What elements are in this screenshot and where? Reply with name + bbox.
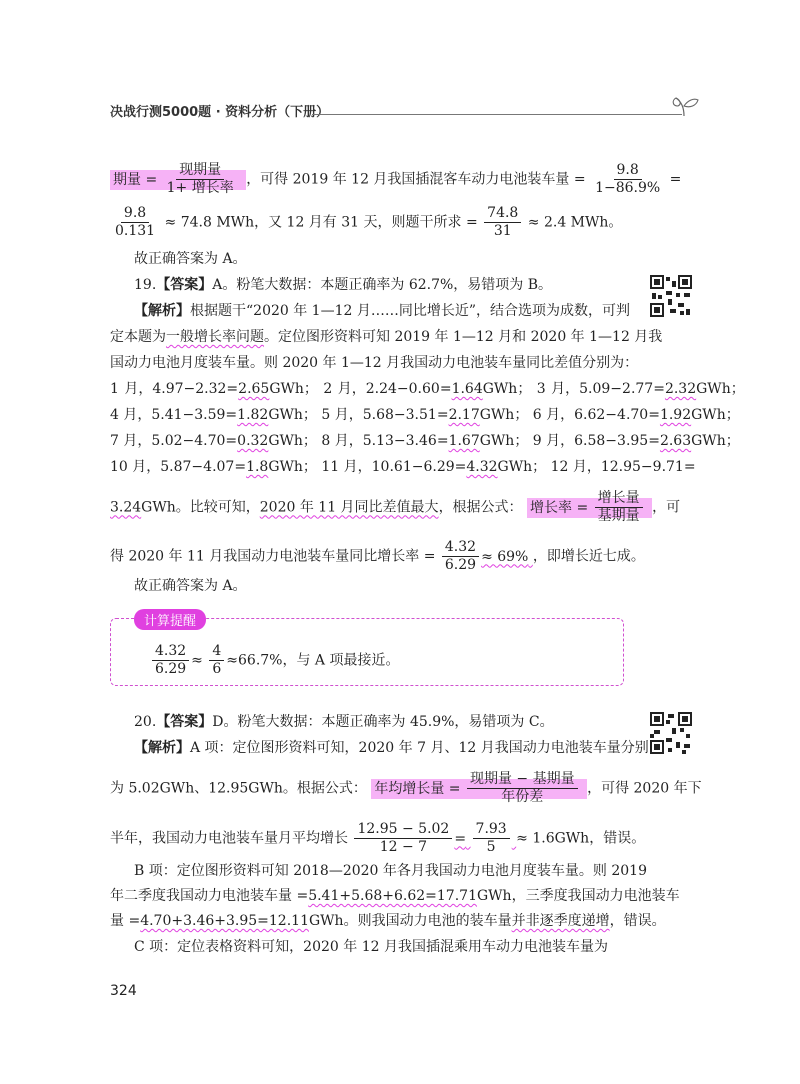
denominator: 1−86.9% — [595, 180, 661, 196]
q19-line-5 — [110, 490, 680, 525]
formula-highlight — [527, 490, 652, 524]
fraction — [209, 643, 224, 678]
analysis-text: 根据题干“2020 年 1—12 月……同比增长近”，结合选项为成数，可判 — [190, 303, 631, 319]
numerator: 增长量 — [595, 490, 643, 508]
answer-text: A。粉笔大数据：本题正确率为 62.7%，易错项为 B。 — [212, 277, 553, 293]
month-calc: 5 月，5.68−3.51= — [321, 407, 449, 423]
fraction — [442, 539, 479, 574]
analysis-text: 量 = — [110, 913, 141, 929]
denominator: 基期量 — [597, 508, 640, 524]
result-emphasis — [352, 821, 516, 855]
conclusion-text: 故正确答案为 A。 — [134, 251, 247, 267]
qr-code-icon — [650, 275, 692, 317]
analysis-text: B 项：定位图形资料可知 2018—2020 年各月我国动力电池月度装车量。则 2019 — [134, 863, 647, 879]
unit: GWh； — [268, 459, 317, 475]
fraction — [467, 771, 578, 806]
fraction — [595, 490, 643, 525]
q20-answer — [134, 712, 554, 732]
diff-value: 1.82 — [237, 407, 269, 423]
q19-analysis-1 — [134, 301, 630, 321]
emphasis-text: 并非逐季度递增 — [511, 913, 610, 929]
analysis-text: 年二季度我国动力电池装车量 = — [110, 888, 309, 904]
analysis-text: ≈ 1.6GWh，错误。 — [516, 830, 646, 847]
numerator: 4.32 — [442, 539, 479, 557]
analysis-text: 定本题为 — [110, 329, 166, 345]
month-calc: 4 月，5.41−3.59= — [110, 407, 238, 423]
unit: GWh； — [268, 407, 317, 423]
running-header — [110, 101, 329, 120]
formula-label: 期量 = — [113, 171, 158, 188]
q20-a-1 — [134, 738, 649, 758]
numerator: 9.8 — [614, 162, 642, 180]
analysis-text: ，即增长近七成。 — [532, 548, 645, 565]
unit: GWh； — [268, 433, 317, 449]
tip-text: ≈66.7%，与 A 项最接近。 — [226, 652, 400, 669]
analysis-text: GWh。比较可知， — [141, 499, 260, 516]
q20-a-2 — [110, 771, 702, 806]
fraction — [354, 821, 452, 856]
analysis-tag: 【解析】 — [134, 740, 190, 756]
emphasis-text: 2020 年 11 月同比差值最大 — [259, 499, 439, 516]
q20-a-3 — [110, 821, 645, 856]
page-number — [110, 983, 137, 999]
formula-line-2 — [110, 205, 622, 240]
numerator: 12.95 − 5.02 — [354, 821, 452, 839]
denominator: 0.131 — [115, 223, 156, 239]
result-emphasis — [440, 539, 533, 573]
unit: GWh； — [482, 381, 532, 397]
tip-title-text: 计算提醒 — [144, 614, 197, 629]
formula-line-1 — [110, 162, 681, 197]
diff-value: 1.64 — [451, 381, 483, 397]
page-number-text: 324 — [110, 983, 137, 999]
qr-code-icon — [650, 712, 692, 754]
denominator: 31 — [493, 223, 512, 239]
analysis-text: 为 5.02GWh、12.95GWh。根据公式： — [110, 780, 367, 797]
q19-line-6 — [110, 539, 645, 574]
unit: GWh； — [691, 407, 740, 423]
diff-value: 0.32 — [237, 433, 269, 449]
q19-row-4 — [110, 457, 696, 477]
formula-highlight — [371, 771, 587, 805]
fraction — [112, 205, 158, 240]
analysis-text: GWh。则我国动力电池的装车量 — [308, 913, 512, 929]
diff-value: 1.8 — [246, 459, 269, 475]
answer-text: D。粉笔大数据：本题正确率为 45.9%，易错项为 C。 — [212, 714, 554, 730]
numerator: 7.93 — [473, 821, 510, 839]
calc-tip-title — [134, 609, 206, 630]
body-text: ≈ 2.4 MWh。 — [527, 214, 623, 231]
numerator: 4.32 — [152, 643, 189, 661]
numerator: 74.8 — [484, 205, 521, 223]
conclusion-text: 故正确答案为 A。 — [134, 578, 247, 594]
conclusion-1 — [134, 249, 247, 269]
month-calc: 7 月，5.02−4.70= — [110, 433, 238, 449]
calc-tip-content — [150, 643, 400, 678]
unit: GWh； — [479, 433, 529, 449]
fraction — [592, 162, 663, 197]
unit: GWh； — [691, 433, 740, 449]
formula-label: 年均增长量 = — [374, 780, 461, 797]
month-calc: 9 月，6.58−3.95= — [532, 433, 660, 449]
analysis-text: ，可 — [652, 499, 681, 516]
analysis-tag: 【解析】 — [134, 303, 190, 319]
diff-value: 1.67 — [448, 433, 480, 449]
fraction — [473, 821, 510, 856]
header-rule — [312, 114, 682, 115]
result-value: ≈ 69% — [481, 548, 529, 565]
denominator: 6.29 — [155, 661, 187, 677]
unit: GWh； — [696, 381, 745, 397]
denominator: 年份差 — [501, 789, 544, 805]
numerator: 4 — [209, 643, 224, 661]
month-calc: 11 月，10.61−6.29= — [321, 459, 467, 475]
body-text: ≈ 74.8 MWh，又 12 月有 31 天，则题干所求 = — [164, 214, 478, 231]
q19-row-3 — [110, 431, 740, 451]
formula-label: 增长率 = — [530, 499, 589, 516]
month-calc: 2 月，2.24−0.60= — [323, 381, 452, 397]
month-calc: 8 月，5.13−3.46= — [321, 433, 449, 449]
unit: GWh； — [479, 407, 529, 423]
formula-highlight — [110, 162, 246, 196]
analysis-text: 。定位图形资料可知 2019 年 1—12 月和 2020 年 1—12 月我 — [264, 329, 663, 345]
month-calc: 10 月，5.87−4.07= — [110, 459, 247, 475]
emphasis-text: 一般增长率问题 — [166, 329, 264, 345]
denominator: 1+ 增长率 — [166, 180, 234, 196]
month-calc: 12 月，12.95−9.71= — [550, 459, 696, 475]
body-text: ，可得 2019 年 12 月我国插混客车动力电池装车量 = — [246, 171, 586, 188]
diff-value: 2.32 — [664, 381, 697, 397]
diff-value: 2.63 — [659, 433, 692, 449]
q19-row-2 — [110, 405, 740, 425]
q20-b-2 — [110, 886, 680, 906]
analysis-text: A 项：定位图形资料可知，2020 年 7 月、12 月我国动力电池装车量分别 — [190, 740, 649, 756]
denominator: 6.29 — [444, 557, 477, 573]
diff-value: 2.65 — [238, 381, 270, 397]
analysis-text: 得 2020 年 11 月我国动力电池装车量同比增长率 = — [110, 548, 436, 565]
answer-tag: 【答案】 — [156, 277, 213, 293]
fraction — [152, 643, 189, 678]
q19-row-1 — [110, 379, 745, 399]
header-title: 决战行测5000题 · 资料分析（下册） — [110, 105, 330, 120]
diff-value: 2.17 — [448, 407, 480, 423]
analysis-text: C 项：定位表格资料可知，2020 年 12 月我国插混乘用车动力电池装车量为 — [134, 939, 608, 955]
analysis-text: 国动力电池月度装车量。则 2020 年 1—12 月我国动力电池装车量同比差值分别为： — [110, 355, 639, 371]
fraction — [164, 162, 237, 197]
unit: GWh； — [269, 381, 318, 397]
q20-b-3 — [110, 911, 666, 931]
unit: GWh； — [497, 459, 547, 475]
denominator: 6 — [212, 661, 222, 677]
question-number: 19. — [134, 277, 157, 293]
denominator: 5 — [486, 839, 496, 855]
diff-value: 3.24 — [110, 499, 142, 516]
month-calc: 6 月，6.62−4.70= — [532, 407, 660, 423]
analysis-text: 半年，我国动力电池装车量月平均增长 — [110, 830, 348, 847]
q20-b-1 — [134, 861, 647, 881]
fraction — [484, 205, 521, 240]
analysis-text: ，错误。 — [609, 913, 666, 929]
month-calc: 3 月，5.09−2.77= — [536, 381, 665, 397]
leaf-icon — [668, 92, 702, 118]
q19-analysis-3 — [110, 353, 638, 373]
q19-answer — [134, 275, 552, 295]
numerator: 9.8 — [121, 205, 149, 223]
calc-value: 4.70+3.46+3.95=12.11 — [140, 913, 309, 929]
month-calc: 1 月，4.97−2.32= — [110, 381, 239, 397]
diff-value: 4.32 — [466, 459, 498, 475]
equals: = — [669, 171, 682, 188]
conclusion-2 — [134, 576, 247, 596]
q19-analysis-2 — [110, 327, 662, 347]
denominator: 12 − 7 — [379, 839, 428, 855]
approx-sign: ≈ — [191, 652, 203, 669]
diff-value: 1.92 — [659, 407, 692, 423]
calc-value: 5.41+5.68+6.62=17.71 — [308, 888, 477, 904]
numerator: 现期量 — [176, 162, 224, 180]
question-number: 20. — [134, 714, 157, 730]
answer-tag: 【答案】 — [156, 714, 213, 730]
analysis-text: ，可得 2020 年下 — [587, 780, 702, 797]
equals: = — [454, 830, 467, 847]
numerator: 现期量 − 基期量 — [467, 771, 578, 789]
analysis-text: GWh，三季度我国动力电池装车 — [476, 888, 680, 904]
q20-c-1 — [134, 937, 608, 957]
analysis-text: ，根据公式： — [438, 499, 523, 516]
